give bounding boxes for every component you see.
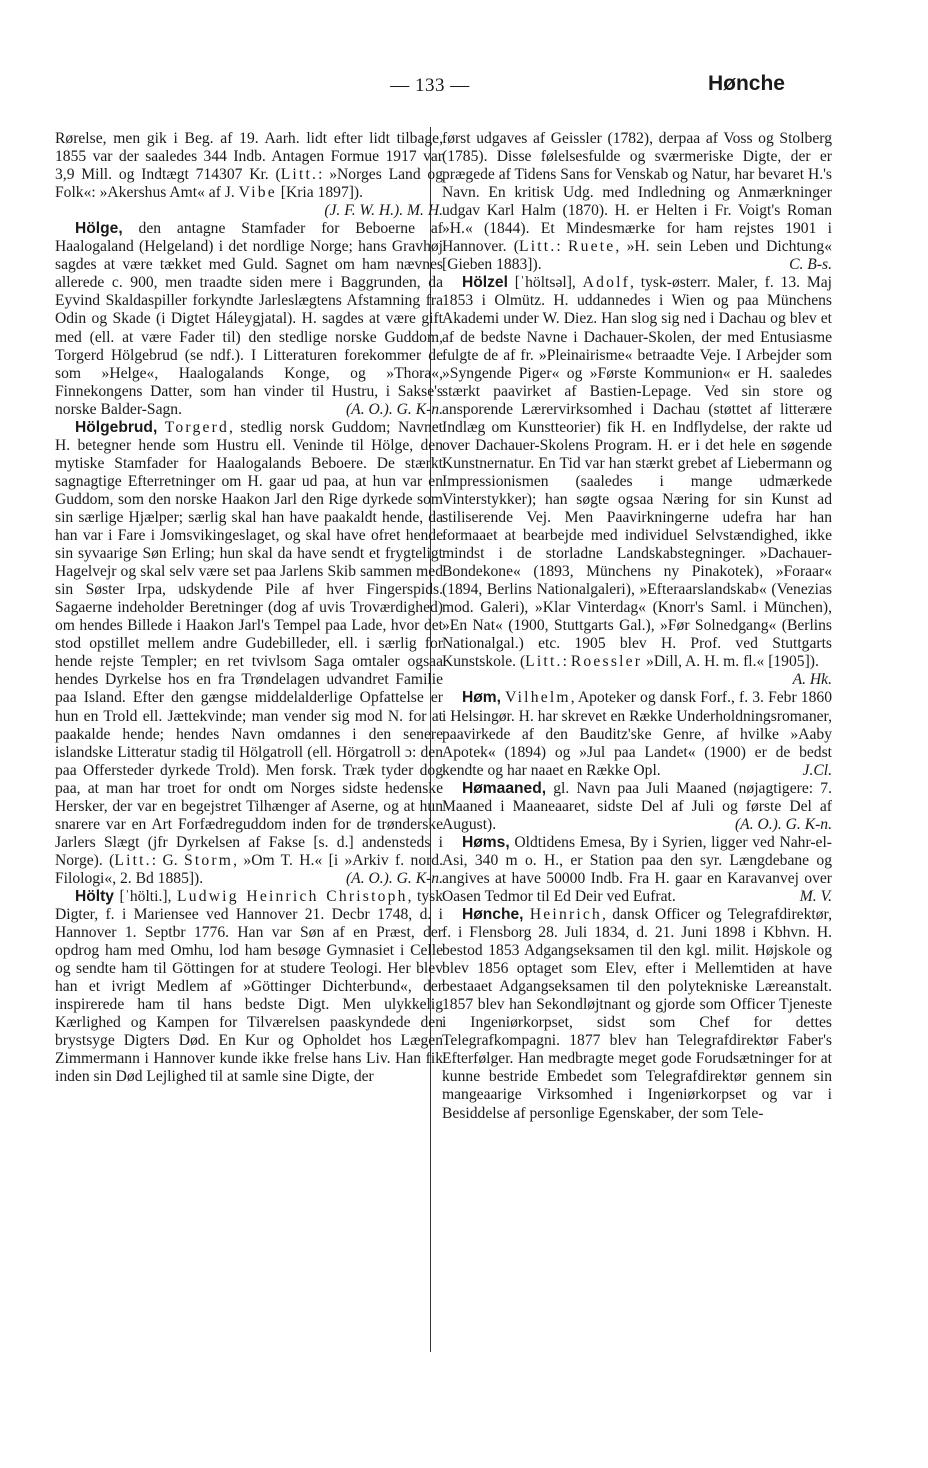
entry-text: Oldtidens Emesa, By i Syrien, ligger ved Nahr-el-Asi, 340 m o. H., er Station paa den syr. Længdebane og angives at have 50000 Indb. Fra H. gaar en Karavanvej over Oasen Tedmor til Ed Deir ved Eufrat. [442, 833, 832, 905]
author-name: Roessler [570, 653, 643, 671]
entry-text: , tysk-østerr. Maler, f. 13. Maj 1853 i Olmütz. H. uddannedes i Wien og paa Münchens Akademi under W. Diez. Han slog sig ned i Dachau og blev et af de bedste Navne i Dachauer-Skolen, der med Entusiasme fulgte de af fr. »Pleinairisme« betraadte Veje. I Arbejder som »Syngende Piger« og »Første Kommunion« er H. saaledes stærkt paavirket af Bastien-Lepage. Ved sin store og ansporende Lærervirksomhed i Dachau (støttet af litterære Indlæg om Kunstteorier) fik H. en Indflydelse, der rakte ud over Dachauer-Skolens Program. H. er i det hele en søgende Kunstnernatur. En Tid var han stærkt grebet af Liebermann og Impressionismen (saaledes i mange udmærkede Vinterstykker); han søgte ogsaa Næring for sin Kunst ad stiliserende Vej. Men Paavirkningerne udefra har han formaaet at bearbejde med individuel Selvstændighed, ikke mindst i de storladne Landskabstegninger. »Dachauer-Bondekone« (1893, Münchens ny Pinakotek), »Foraar« (1894, Berlins Nationalgaleri), »Efteraarslandskab« (Venezias mod. Galeri), »Klar Vinterdag« (Knorr's Saml. i München), »En Nat« (1900, Stuttgarts Gal.), »Før Solnedgang« (Berlins Nationalgal.) etc. 1905 blev H. Prof. ved Stuttgarts Kunstskole. ( [442, 274, 832, 671]
pronunciation: [ˈhölti.], [113, 887, 177, 905]
author-signature: (A. O.). G. K-n. [345, 869, 443, 887]
entry-hoelzel [442, 274, 832, 689]
person-name: Heinrich [529, 906, 602, 924]
person-name: Torgerd [164, 418, 230, 436]
litt-label: Litt. [280, 166, 319, 184]
entry-text: , »Om T. H.« [i »Arkiv f. nord. Filologi«, 2. Bd 1885]). [55, 851, 443, 887]
entry-text: [Kria 1897]). [276, 184, 364, 202]
person-name: Ludwig Heinrich Christoph [176, 887, 408, 905]
left-column [55, 130, 443, 1086]
entry-text: : [556, 238, 569, 256]
entry-text: : [562, 653, 571, 671]
entry-text: , »H. sein Leben und Dichtung« [Gieben 1883]). [442, 238, 832, 274]
headword: Hölge, [75, 220, 123, 238]
entry-text: Rørelse, men gik i Beg. af 19. Aarh. lidt efter lidt tilbage, 1855 var der saaledes 344 Indb. Antagen Formue 1917 var 3,9 Mill. og Indtægt 714307 Kr. ( [55, 130, 443, 184]
author-signature: J.Cl. [802, 761, 832, 779]
running-head: Hønche [707, 72, 785, 95]
author-name: Ruete [568, 238, 616, 256]
headword: Høms, [462, 833, 510, 851]
headword: Hønche, [462, 906, 524, 924]
headword: Hölzel [462, 274, 508, 292]
entry-hoelge [55, 220, 443, 419]
author-name: Storm [184, 851, 234, 869]
author-signature: A. Hk. [792, 671, 832, 689]
entry-text: : G. [151, 851, 184, 869]
entry-continuation [442, 130, 832, 274]
litt-label: Litt. [519, 238, 557, 256]
entry-hoelty [55, 888, 443, 1087]
entry-text: »Dill, A. H. m. fl.« [1905]). [642, 653, 819, 671]
entry-text: , tysk Digter, f. i Mariensee ved Hannover 21. Decbr 1748, d. i Hannover 1. Septbr 1776. Han var Søn af en Præst, der opdrog ham med Omhu, lod ham besøge Gymnasiet i Celle og sendte ham til Göttingen for at studere Teologi. Her blev han et ivrigt Medlem af »Göttinger Dichterbund«, der inspirerede ham til hans bedste Digt. Men ulykkelig Kærlighed og Kampen for Tilværelsen paaskyndede den brystsyge Digters Død. En Kur og Opholdet hos Lægen Zimmermann i Hannover kunde ikke frelse hans Liv. Han fik inden sin Død Lejlighed til at samle sine Digte, der [55, 887, 443, 1086]
person-name: Adolf [582, 274, 631, 292]
headword: Hölty [75, 887, 114, 905]
right-column [442, 130, 832, 1123]
entry-text: : »Norges Land og Folk«: »Akershus Amt« af J. [55, 166, 443, 202]
entry-continuation [55, 130, 443, 202]
litt-label: Litt. [114, 851, 152, 869]
entry-text: , Apoteker og dansk Forf., f. 3. Febr 1860 i Helsingør. H. har skrevet en Række Underholdningsromaner, paavirkede af den Bauditz'ske Genre, af hvilke »Aaby Apotek« (1894) og »Jul paa Landet« (1900) er de bedst kendte og har naaet en Række Opl. [442, 689, 833, 779]
entry-text: den antagne Stamfader for Beboerne af Haalogaland (Helgeland) i det nordlige Norge; hans Gravhøj sagdes at være tækket med Guld. Sagnet om ham nævnes allerede c. 900, men traadte siden mere i Baggrunden, da Eyvind Skaldaspiller forkyndte Jarleslægtens Afstamning fra Odin og Skade (i Digtet Háleygjatal). H. sagdes at være gift med (ell. at være Fader til) den stedlige norske Guddom, Torgerd Hölgebrud (se ndf.). I Litteraturen forekommer de som »Helge«, Haalogalands Konge, og »Thora«, Finnekongens Datter, som han vinder til Hustru, i Sakse's norske Balder-Sagn. [55, 220, 443, 418]
author-signature: C. B-s. [789, 256, 832, 274]
headword: Hölgebrud, [75, 418, 158, 436]
entry-hoemaaned [442, 780, 832, 834]
entry-hoelgebrud [55, 419, 443, 888]
entry-hoenche [442, 906, 832, 1123]
pronunciation: [ˈhöltsəl], [507, 274, 583, 292]
entry-text: , stedlig norsk Guddom; Navnet H. betegner hende som Hustru ell. Veninde til Hölge, den mytiske Stamfader for Haalogalands Beboere. De stærkt sagnagtige Efterretninger om H. gaar ud paa, at hun var en Guddom, som den norske Haakon Jarl den Rige dyrkede som sin særlige Hjælper; særlig skal han have paakaldt hende, da han var i Fare i Jomsvikingeslaget, og skal have ofret hende sin syvaarige Søn Erling; hun skal da have sendt et frygteligt Hagelvejr og skal selv være set paa Jarlens Skib sammen med sin Søster Irpa, udskydende Pile af hver Fingerspids. Sagaerne indeholder Beretninger (dog af uvis Troværdighed) om hendes Billede i Haakon Jarl's Tempel paa Lade, hvor det stod opstillet mellem andre Gudebilleder, ell. i særlig for hende rejste Templer; en ret tvivlsom Saga omtaler ogsaa hendes Dyrkelse hos en fra Trøndelagen udvandret Familie paa Island. Efter den gængse middelalderlige Opfattelse er hun en Trold ell. Jættekvinde; man vender sig mod N. for at paakalde hende; hendes Navn omdannes i den senere islandske Litteratur stadig til Hölgatroll (ell. Hörgatroll ɔ: den paa Offersteder dyrkede Trold). Men forsk. Træk tyder dog paa, at man har troet for ondt om Norges sidste hedenske Hersker, der var en begejstret Tilhænger af Aserne, og at hun snarere var en Art Forfædreguddom inden for de trønderske Jarlers Slægt (jfr Dyrkelsen af Fakse [s. d.] andensteds i Norge). ( [55, 418, 443, 869]
entry-hoems [442, 834, 832, 906]
page-number: — 133 — [390, 75, 470, 96]
litt-label: Litt. [525, 653, 563, 671]
headword: Høm, [462, 689, 501, 707]
entry-hoem [442, 689, 832, 779]
entry-text: , dansk Officer og Telegrafdirektør, f. i Flensborg 28. Juli 1834, d. 21. Juni 1898 i Kbhvn. H. bestod 1853 Adgangseksamen til den kgl. milit. Højskole og blev 1856 optaget som Elev, efter i Mellemtiden at have bestaaet Adgangseksamen til den polytekniske Læreanstalt. 1857 blev han Sekondløjtnant og gjorde som Officer Tjeneste i Ingeniørkorpset, sidst som Chef for dettes Telegrafkompagni. 1877 blev han Telegrafdirektør Faber's Efterfølger. Han medbragte meget gode Forudsætninger for at kunne bestride Embedet som Telegrafdirektør gennem sin mangeaarige Virksomhed i Ingeniørkorpset og var i Besiddelse af personlige Egenskaber, der som Tele- [442, 906, 832, 1122]
author-signature: (A. O.). G. K-n. [734, 815, 832, 833]
entry-text: først udgaves af Geissler (1782), derpaa af Voss og Stolberg (1785). Disse følelsesfulde og sværmeriske Digte, der er prægede af Tidens Sans for Venskab og Natur, har bevaret H.'s Navn. En kritisk Udg. med Indledning og Anmærkninger udgav Karl Halm (1870). H. er Helten i Fr. Voigt's Roman »H.« (1844). Et Mindesmærke for ham rejstes 1901 i Hannover. ( [442, 130, 832, 256]
person-name: Vilhelm [505, 689, 571, 707]
entry-text: gl. Navn paa Juli Maaned (nøjagtigere: 7. Maaned i Maaneaaret, sidste Del af Juli og første Del af August). [442, 779, 832, 833]
author-signature: (J. F. W. H.). M. H. [324, 202, 443, 220]
author-signature: M. V. [799, 887, 832, 905]
author-name: Vibe [238, 184, 277, 202]
author-signature: (A. O.). G. K-n. [345, 400, 443, 418]
headword: Hømaaned, [462, 779, 547, 797]
